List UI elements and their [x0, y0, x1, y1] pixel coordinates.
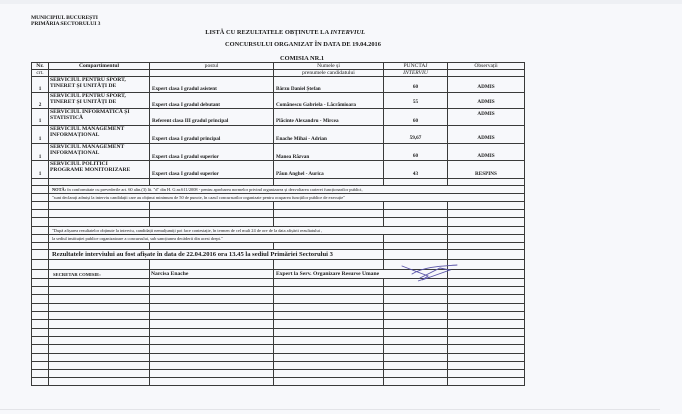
title-italic: INTERVIUL: [330, 29, 365, 36]
table-row: [31, 76, 525, 93]
table-row: [31, 143, 525, 161]
row-observatii: ADMIS: [447, 77, 525, 93]
row-compartiment: [48, 161, 149, 179]
row-nume: Manea Răzvan: [273, 144, 383, 161]
compartiment-line-1: SERVICIUL MANAGEMENT: [50, 126, 125, 132]
secretary-label: SECRETAR COMISIE:: [48, 270, 149, 279]
row-punctaj: 60: [383, 109, 447, 126]
nota-label: NOTĂ:: [52, 187, 67, 192]
compartiment-line-1: SERVICIUL POLITICI: [50, 161, 108, 167]
compartiment-line-1: SERVICIUL PENTRU SPORT,: [50, 77, 126, 83]
title-prefix: LISTĂ CU REZULTATELE OBȚINUTE LA: [205, 29, 331, 36]
row-post: Expert clasa I gradul debutant: [149, 93, 273, 109]
header-nume: Numele și: [273, 63, 383, 70]
row-observatii: ADMIS: [447, 144, 525, 161]
row-nume: Bârzu Daniel Ștefan: [273, 77, 383, 93]
secretary-role: Expert la Serv. Organizare Resurse Umane: [273, 270, 447, 279]
row-post: Expert clasa I gradul superior: [149, 144, 273, 161]
compartiment-line-2: TINERET ȘI UNITĂȚI DE: [50, 83, 117, 90]
scan-top-band: [0, 0, 682, 4]
row-observatii: ADMIS: [447, 109, 525, 126]
row-nr: 1: [31, 161, 48, 179]
row-post: Expert clasa I gradul asistent: [149, 77, 273, 93]
commission-title: COMISIA NR.1: [280, 55, 325, 62]
row-observatii: RESPINS: [447, 161, 525, 179]
header-nr: Nr.: [31, 63, 48, 70]
table-row: [31, 92, 525, 109]
row-punctaj: 60: [383, 144, 447, 161]
row-observatii: ADMIS: [447, 93, 525, 109]
row-punctaj: 60: [383, 77, 447, 93]
row-post: Expert clasa I gradul principal: [149, 126, 273, 144]
result-announcement: Rezultatele interviului au fost afișate în data de 22.04.2016 ora 13.45 la sediul Primăriei Sectorului 3: [52, 251, 333, 258]
compartiment-line-1: SERVICIUL INFORMATICĂ ȘI: [50, 109, 130, 115]
nota-text: în conformitate cu prevederile art. 60 alin.(3) lit. "d" din H. G.nr.611/2008 - pentru aprobarea normelor privind organizarea și dezvoltarea carierei funcționarilor publici,: [66, 187, 363, 192]
compartiment-line-2: PROGRAME MONITORIZARE: [50, 167, 131, 174]
table-bottom-rule: [31, 385, 525, 386]
institution-header: [31, 16, 100, 27]
compartiment-line-1: SERVICIUL MANAGEMENT: [50, 144, 125, 150]
row-nume: Plăcinte Alexandru - Mircea: [273, 109, 383, 126]
row-punctaj: 55: [383, 93, 447, 109]
row-punctaj: 59,67: [383, 126, 447, 144]
row-compartiment: [48, 109, 149, 126]
compartiment-line-2: TINERET ȘI UNITĂȚI DE: [50, 99, 117, 106]
row-nr: 1: [31, 77, 48, 93]
header-compartiment: Compartimentul: [48, 63, 149, 70]
header-nr-sub: crt.: [31, 70, 48, 77]
document-title-line-1: [15, 29, 365, 36]
contest-line-1: "După afișarea rezultatelor obținute la interviu, candidații nemulțumiți pot face contestație, în termen de cel mult 24 de ore de la data afișării rezultatului ,: [52, 228, 323, 233]
row-post: Referent clasa III gradul principal: [149, 109, 273, 126]
institution-line-1: MUNICIPIUL BUCUREȘTI: [31, 15, 98, 21]
row-nume: Enache Mihai - Adrian: [273, 126, 383, 144]
secretary-name: Narcisa Enache: [149, 270, 273, 279]
row-nr: 2: [31, 93, 48, 109]
compartiment-line-2: INFORMAȚIONAL: [50, 150, 100, 157]
document-title-line-2: CONCURSULUI ORGANIZAT ÎN DATA DE 19.04.2016: [225, 41, 381, 48]
scan-bottom-edge: [0, 409, 660, 410]
header-punctaj-sub: INTERVIU: [383, 70, 447, 77]
table-row: [31, 125, 525, 144]
header-post: postul: [149, 63, 273, 70]
header-nume-sub: prenumele candidatului: [273, 70, 383, 77]
row-nr: 1: [31, 109, 48, 126]
header-observatii: Observații: [447, 63, 525, 70]
contest-line-2: la sediul instituției publice organizatoare a concursului, sub sancțiunea decăderii din acest drept.": [52, 236, 223, 241]
compartiment-line-2: INFORMAȚIONAL: [50, 132, 100, 139]
compartiment-line-2: STATISTICĂ: [50, 115, 84, 122]
row-nr: 1: [31, 126, 48, 144]
row-nr: 1: [31, 144, 48, 161]
row-punctaj: 43: [383, 161, 447, 179]
row-nume: Comănescu Gabriela - Lăcrămioara: [273, 93, 383, 109]
row-compartiment: [48, 77, 149, 93]
table-row: [31, 108, 525, 126]
nota-line-2: "sunt declarați admiși la interviu candidații care au obținut minimum de 50 de puncte, în cazul concursurilor organizate pentru ocuparea funcțiilor publice de execuție": [52, 195, 345, 200]
row-compartiment: [48, 93, 149, 109]
institution-line-2: PRIMĂRIA SECTORULUI 3: [31, 20, 101, 27]
table-row: [31, 160, 525, 179]
signature-icon: [400, 262, 460, 284]
row-nume: Păun Anghel - Aurica: [273, 161, 383, 179]
row-observatii: ADMIS: [447, 126, 525, 144]
row-compartiment: [48, 126, 149, 144]
row-compartiment: [48, 144, 149, 161]
compartiment-line-1: SERVICIUL PENTRU SPORT,: [50, 93, 126, 99]
header-punctaj: PUNCTAJ: [383, 63, 447, 70]
nota-line-1: [49, 186, 524, 192]
row-post: Expert clasa I gradul superior: [149, 161, 273, 179]
